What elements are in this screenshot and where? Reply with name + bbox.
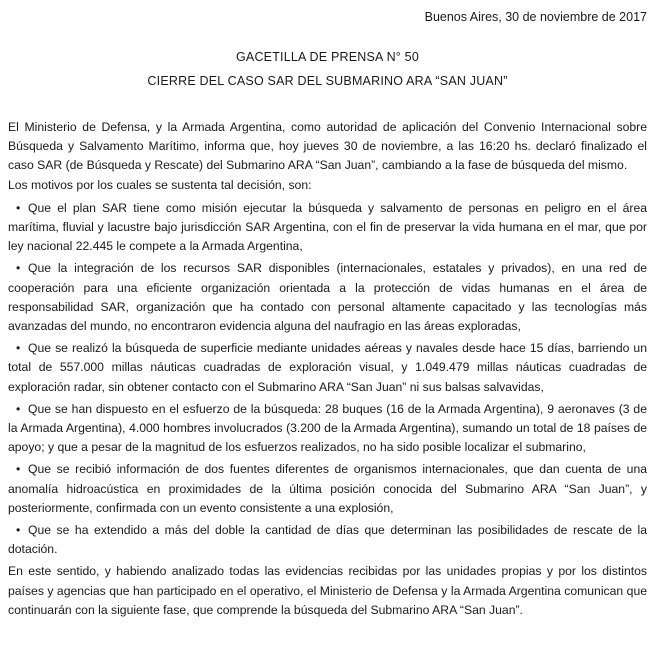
- press-release-number-heading: GACETILLA DE PRENSA N° 50: [236, 50, 419, 64]
- list-item-text: Que se ha extendido a más del doble la cantidad de días que determinan las posibilidades de rescate de la dotación.: [8, 523, 647, 557]
- list-item: [8, 460, 647, 518]
- motives-lead-paragraph: Los motivos por los cuales se sustenta tal decisión, son:: [8, 177, 312, 192]
- bullet-icon: •: [16, 200, 21, 215]
- date-line: Buenos Aires, 30 de noviembre de 2017: [424, 10, 647, 24]
- bullet-icon: •: [16, 261, 21, 276]
- bullet-icon: •: [16, 401, 21, 416]
- bullet-icon: •: [16, 341, 21, 356]
- press-release-subject-heading: CIERRE DEL CASO SAR DEL SUBMARINO ARA “SAN JUAN”: [147, 74, 508, 88]
- list-item: [8, 400, 647, 458]
- list-item-text: Que se realizó la búsqueda de superficie mediante unidades aéreas y navales desde hace 15 días, barriendo un total de 557.000 millas náuticas cuadradas de exploración visual, y 1.049.479 millas náuticas cuadradas de exploración radar, sin obtener contacto con el Submarino ARA “San Juan” ni sus balsas salvavidas,: [8, 341, 647, 394]
- list-item: [8, 339, 647, 397]
- list-item: [8, 521, 647, 559]
- motives-list: [8, 199, 647, 560]
- list-item-text: Que se recibió información de dos fuentes diferentes de organismos internacionales, que dan cuenta de una anomalía hidroacústica en proximidades de la última posición conocida del Submarino ARA “San Juan”, y posteriormente, confirmada con un evento consistente a una explosión,: [8, 462, 647, 515]
- list-item: [8, 259, 647, 336]
- bullet-icon: •: [16, 523, 21, 538]
- intro-paragraph: El Ministerio de Defensa, y la Armada Argentina, como autoridad de aplicación del Convenio Internacional sobre Búsqueda y Salvamento Marítimo, informa que, hoy jueves 30 de noviembre, a las 16:20 hs. declaró finalizado el caso SAR (de Búsqueda y Rescate) del Submarino ARA “San Juan”, cambiando a la fase de búsqueda del mismo.: [8, 120, 647, 173]
- bullet-icon: •: [16, 462, 21, 477]
- list-item-text: Que el plan SAR tiene como misión ejecutar la búsqueda y salvamento de personas en peligro en el área marítima, fluvial y lacustre bajo jurisdicción SAR Argentina, con el fin de preservar la vida humana en el mar, que por ley nacional 22.445 le compete a la Armada Argentina,: [8, 200, 647, 254]
- list-item-text: Que se han dispuesto en el esfuerzo de la búsqueda: 28 buques (16 de la Armada Argentina), 9 aeronaves (3 de la Armada Argentina), 4.000 hombres involucrados (3.200 de la Armada Argentina), sumando un total de 18 países de apoyo; y que a pesar de la magnitud de los esfuerzos realizados, no ha sido posible localizar el submarino,: [8, 401, 647, 455]
- list-item-text: Que la integración de los recursos SAR disponibles (internacionales, estatales y privados), en una red de cooperación para una eficiente organización orientada a la protección de vidas humanas en el área de responsabilidad SAR, organización que ha contado con personal altamente capacitado y las tecnologías más avanzadas del mundo, no encontraron evidencia alguna del naufragio en las áreas exploradas,: [8, 261, 647, 334]
- list-item: [8, 199, 647, 257]
- closing-paragraph: En este sentido, y habiendo analizado todas las evidencias recibidas por las unidades propias y por los distintos países y agencias que han participado en el operativo, el Ministerio de Defensa y la Armada Argentina comunican que continuarán con la siguiente fase, que comprende la búsqueda del Submarino ARA “San Juan”.: [8, 564, 647, 617]
